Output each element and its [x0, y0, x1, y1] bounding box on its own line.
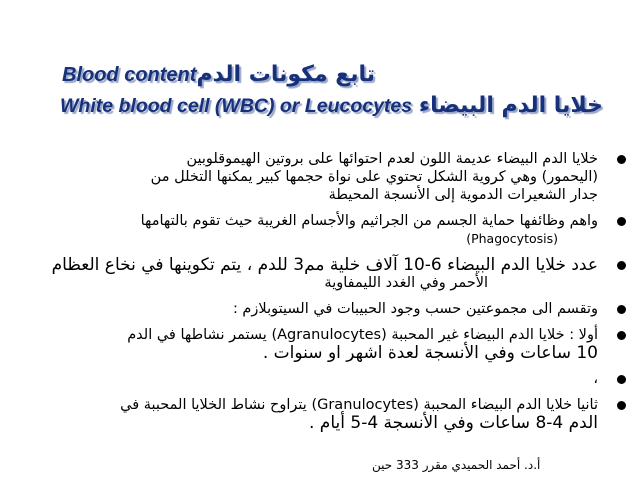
title-line-2: [60, 93, 603, 118]
bullet-line: ثانيا خلايا الدم البيضاء المحببة (Granulocytes) يتراوح نشاط الخلايا المحببة في: [120, 397, 598, 413]
bullet-line: وتقسم الى مجموعتين حسب وجود الحبيبات في السيتوبلازم :: [232, 301, 598, 317]
bullet-line: أولا : خلايا الدم البيضاء غير المحببة (Agranulocytes) يستمر نشاطها في الدم: [127, 327, 598, 343]
subtitle-english-part: White blood cell (WBC) or Leucocytes: [60, 95, 413, 117]
footer-credit: أ.د. أحمد الحميدي مقرر 333 حين: [372, 458, 541, 472]
bullet-item: [10, 300, 630, 318]
title-english-part: Blood content: [62, 64, 197, 86]
bullet-line: 10 ساعات وفي الأنسجة لعدة اشهر او سنوات .: [262, 343, 598, 363]
bullet-dot-icon: [617, 155, 626, 164]
bullet-dot-icon: [617, 331, 626, 340]
bullet-line: واهم وظائفها حماية الجسم من الجراثيم والأجسام الغريبة حيث تقوم بالتهامها: [140, 213, 598, 229]
bullet-item: [10, 396, 630, 432]
bullet-line: جدار الشعيرات الدموية إلى الأنسجة المحيطة: [328, 187, 598, 203]
bullet-dot-icon: [617, 375, 626, 384]
bullet-line: (اليحمور) وهي كروية الشكل تحتوي على نواة حجمها كبير يمكنها التخلل من: [150, 169, 598, 185]
bullet-item: [10, 256, 630, 292]
bullet-line: الأحمر وفي الغدد الليمفاوية: [324, 275, 488, 291]
bullet-line: ،: [593, 371, 598, 387]
bullet-item: [10, 212, 630, 248]
bullet-item: [10, 370, 630, 388]
bullet-dot-icon: [617, 401, 626, 410]
title-arabic-part: تابع مكونات الدم: [196, 62, 376, 87]
bullet-line: عدد خلايا الدم البيضاء 6-10 آلاف خلية مم3 للدم ، يتم تكوينها في نخاع العظام: [51, 255, 598, 275]
subtitle-arabic-part: خلايا الدم البيضاء: [418, 93, 603, 118]
bullet-item: [10, 150, 630, 204]
bullet-list: [10, 150, 630, 440]
title-line-1: [62, 62, 375, 87]
bullet-line: خلايا الدم البيضاء عديمة اللون لعدم احتوائها على بروتين الهيموقلوبين: [186, 151, 598, 167]
bullet-item: [10, 326, 630, 362]
bullet-line: (Phagocytosis): [466, 231, 558, 246]
bullet-dot-icon: [617, 261, 626, 270]
bullet-dot-icon: [617, 305, 626, 314]
bullet-line: الدم 4-8 ساعات وفي الأنسجة 4-5 أيام .: [308, 413, 598, 433]
bullet-dot-icon: [617, 217, 626, 226]
